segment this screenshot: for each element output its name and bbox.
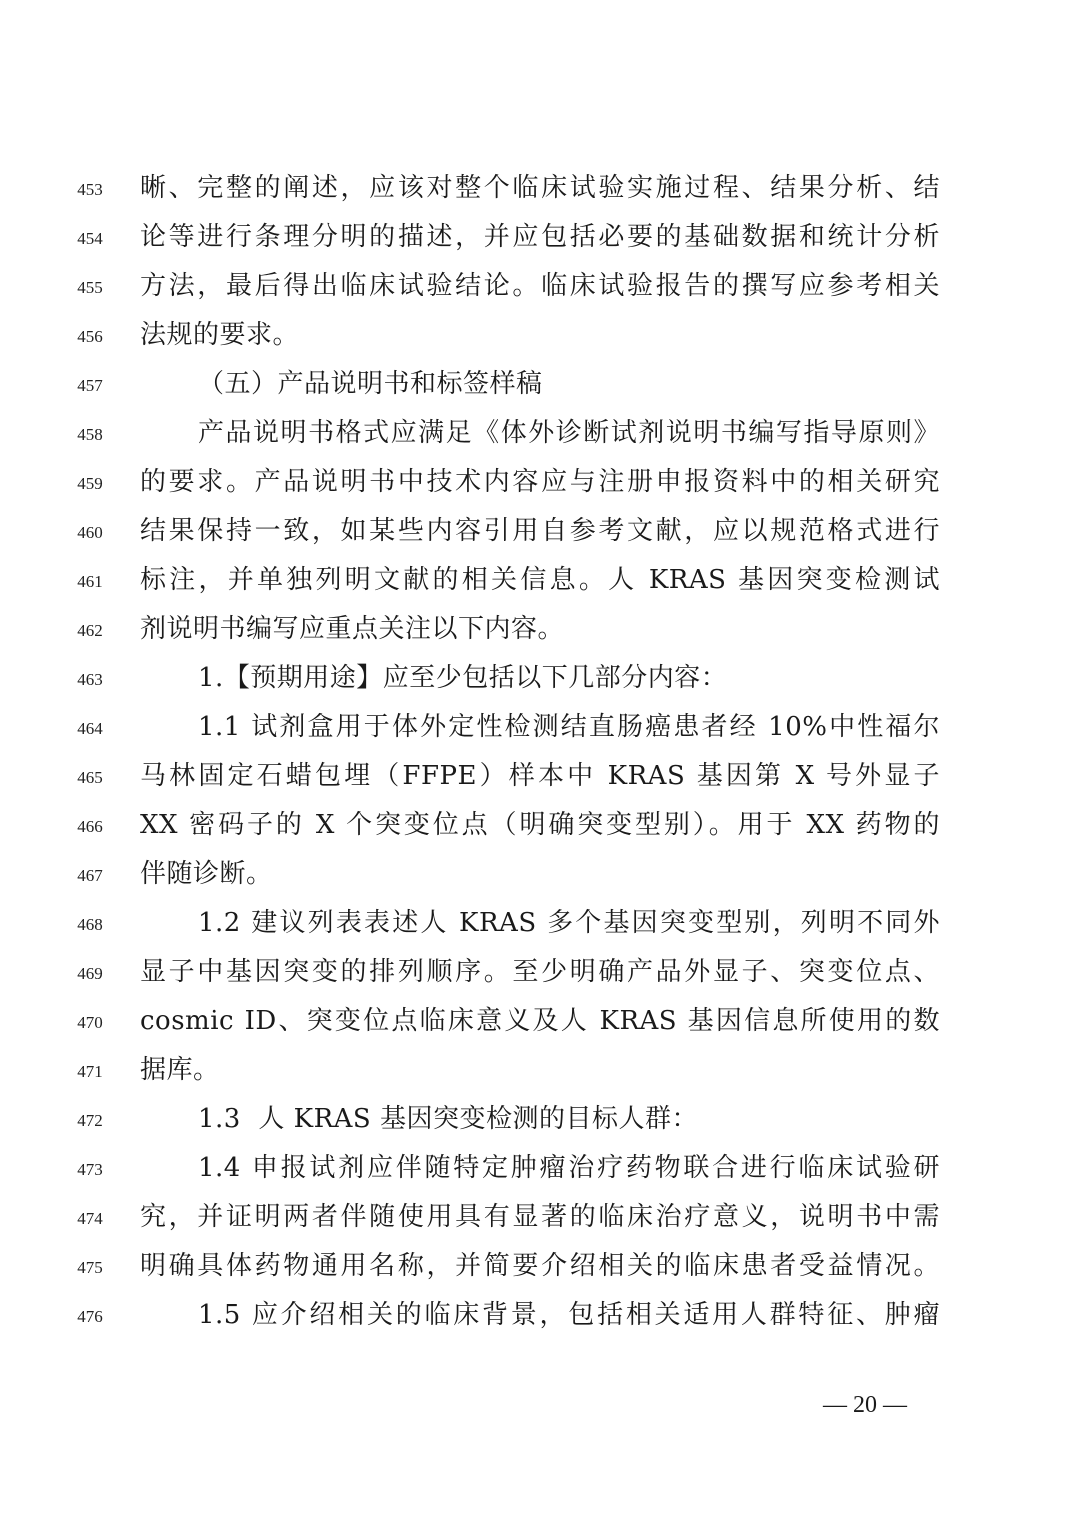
line-number: 474 <box>77 1209 103 1228</box>
line-text: 的要求。产品说明书中技术内容应与注册申报资料中的相关研究 <box>140 467 940 497</box>
text-line <box>0 754 1080 803</box>
line-number: 465 <box>77 768 103 787</box>
line-text: 据库。 <box>140 1055 220 1085</box>
line-number: 463 <box>77 670 103 689</box>
section-heading: （五）产品说明书和标签样稿 <box>198 369 543 399</box>
line-number: 464 <box>77 719 103 738</box>
text-line <box>0 1244 1080 1293</box>
line-text: 1.1 试剂盒用于体外定性检测结直肠癌患者经 10%中性福尔 <box>198 712 940 742</box>
line-number: 458 <box>77 425 103 444</box>
text-line <box>0 264 1080 313</box>
line-text: 法规的要求。 <box>140 320 300 350</box>
line-number: 468 <box>77 915 103 934</box>
line-number: 473 <box>77 1160 103 1179</box>
text-line <box>0 1293 1080 1342</box>
line-text: 论等进行条理分明的描述，并应包括必要的基础数据和统计分析 <box>140 222 940 252</box>
text-line <box>0 1097 1080 1146</box>
text-line <box>0 509 1080 558</box>
line-text: 标注，并单独列明文献的相关信息。人 KRAS 基因突变检测试 <box>140 565 940 595</box>
line-number: 476 <box>77 1307 103 1326</box>
line-text: 结果保持一致，如某些内容引用自参考文献，应以规范格式进行 <box>140 516 940 546</box>
text-line <box>0 215 1080 264</box>
line-text: 1.2 建议列表表述人 KRAS 多个基因突变型别，列明不同外 <box>198 908 940 938</box>
line-text: cosmic ID、突变位点临床意义及人 KRAS 基因信息所使用的数 <box>140 1006 940 1036</box>
line-number: 475 <box>77 1258 103 1277</box>
text-line <box>0 950 1080 999</box>
line-text: 产品说明书格式应满足《体外诊断试剂说明书编写指导原则》 <box>198 418 940 448</box>
line-text: 方法，最后得出临床试验结论。临床试验报告的撰写应参考相关 <box>140 271 940 301</box>
line-text: 显子中基因突变的排列顺序。至少明确产品外显子、突变位点、 <box>140 957 940 987</box>
text-line <box>0 803 1080 852</box>
line-text: 剂说明书编写应重点关注以下内容。 <box>140 614 565 644</box>
text-line <box>0 999 1080 1048</box>
line-text: 1.5 应介绍相关的临床背景，包括相关适用人群特征、肿瘤 <box>198 1300 940 1330</box>
line-number: 459 <box>77 474 103 493</box>
line-number: 457 <box>77 376 103 395</box>
line-number: 454 <box>77 229 103 248</box>
text-line <box>0 1048 1080 1097</box>
line-number: 467 <box>77 866 103 885</box>
line-text: 晰、完整的阐述，应该对整个临床试验实施过程、结果分析、结 <box>140 173 940 203</box>
line-text: 1.4 申报试剂应伴随特定肿瘤治疗药物联合进行临床试验研 <box>198 1153 940 1183</box>
text-line <box>0 411 1080 460</box>
line-text: 明确具体药物通用名称，并简要介绍相关的临床患者受益情况。 <box>140 1251 940 1281</box>
text-line <box>0 1146 1080 1195</box>
text-line <box>0 1195 1080 1244</box>
line-text: 究，并证明两者伴随使用具有显著的临床治疗意义，说明书中需 <box>140 1202 940 1232</box>
line-number: 455 <box>77 278 103 297</box>
text-line <box>0 313 1080 362</box>
line-number: 466 <box>77 817 103 836</box>
section-heading-line <box>0 362 1080 411</box>
page-number: — 20 — <box>823 1392 907 1418</box>
line-number: 471 <box>77 1062 103 1081</box>
text-line <box>0 852 1080 901</box>
line-number: 472 <box>77 1111 103 1130</box>
line-number: 460 <box>77 523 103 542</box>
line-number: 456 <box>77 327 103 346</box>
line-number: 470 <box>77 1013 103 1032</box>
text-line <box>0 460 1080 509</box>
text-line <box>0 166 1080 215</box>
text-line <box>0 558 1080 607</box>
line-text: XX 密码子的 X 个突变位点（明确突变型别）。用于 XX 药物的 <box>140 810 940 840</box>
line-text: 伴随诊断。 <box>140 859 273 889</box>
line-text: 马林固定石蜡包埋（FFPE）样本中 KRAS 基因第 X 号外显子 <box>140 761 940 791</box>
line-text: 1.【预期用途】应至少包括以下几部分内容： <box>198 663 728 693</box>
line-number: 461 <box>77 572 103 591</box>
line-number: 453 <box>77 180 103 199</box>
line-number: 462 <box>77 621 103 640</box>
text-line <box>0 607 1080 656</box>
line-text: 1.3 人 KRAS 基因突变检测的目标人群： <box>198 1104 698 1134</box>
text-line <box>0 656 1080 705</box>
text-line <box>0 901 1080 950</box>
line-number: 469 <box>77 964 103 983</box>
text-line <box>0 705 1080 754</box>
